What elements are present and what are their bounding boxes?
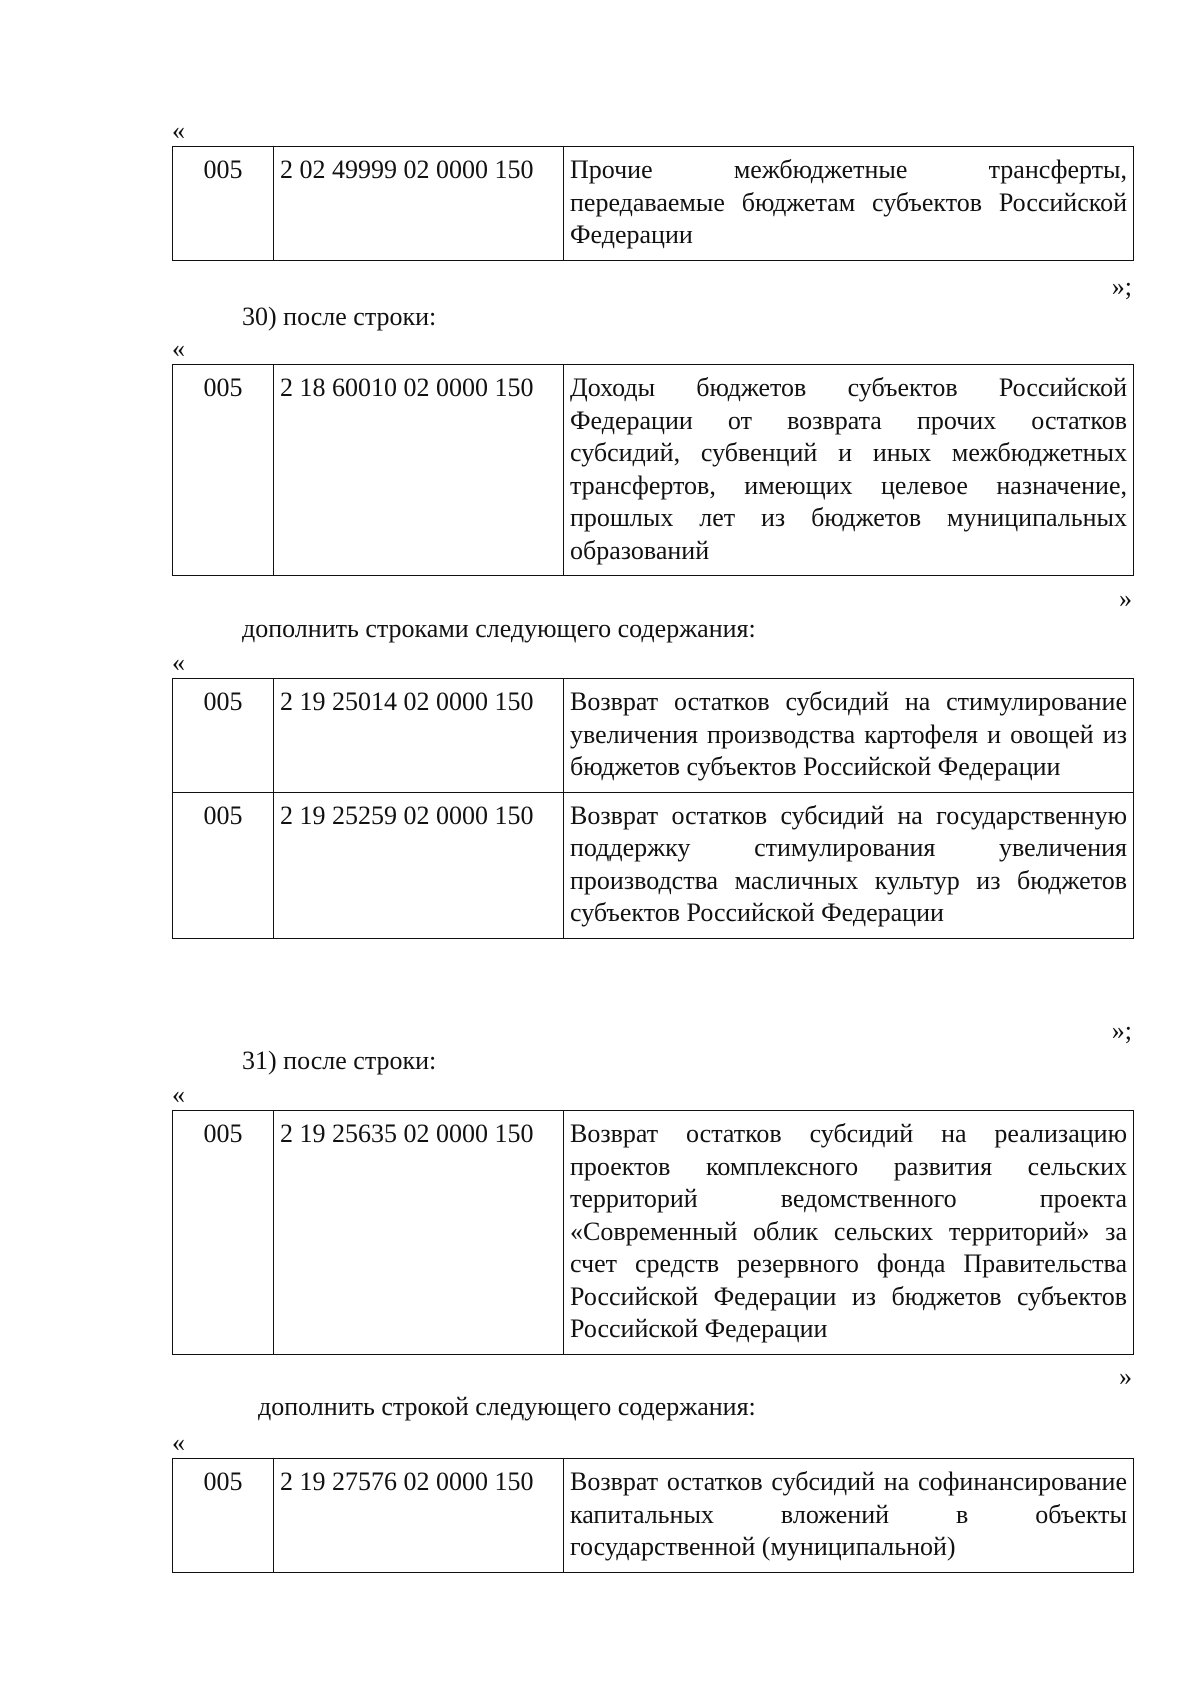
income-name-cell: Возврат остатков субсидий на государственную поддержку стимулирования увеличения производства масличных культур из бюджетов субъектов Российской Федерации [564,792,1134,938]
table-row [173,679,1134,793]
admin-code-cell: 005 [173,1459,274,1573]
budget-code-cell: 2 19 25635 02 0000 150 [274,1111,564,1355]
opening-quote: « [172,1080,185,1109]
income-name-cell: Доходы бюджетов субъектов Российской Федерации от возврата прочих остатков субсидий, субвенций и иных межбюджетных трансфертов, имеющих целевое назначение, прошлых лет из бюджетов муниципальных образований [564,365,1134,576]
add-row-text: дополнить строкой следующего содержания: [258,1392,756,1421]
admin-code-cell: 005 [173,679,274,793]
item-31-text: 31) после строки: [242,1046,437,1075]
table-row [173,147,1134,261]
opening-quote: « [172,1428,185,1457]
table-row [173,365,1134,576]
codes-table-2 [172,364,1134,576]
opening-quote: « [172,648,185,677]
table-row [173,1111,1134,1355]
income-name-cell: Прочие межбюджетные трансферты, передаваемые бюджетам субъектов Российской Федерации [564,147,1134,261]
income-name-cell: Возврат остатков субсидий на реализацию проектов комплексного развития сельских территорий ведомственного проекта «Современный облик сельских территорий» за счет средств резервного фонда Правительства Российской Федерации из бюджетов субъектов Российской Федерации [564,1111,1134,1355]
closing-quote: » [1119,584,1132,613]
income-name-cell: Возврат остатков субсидий на софинансирование капитальных вложений в объекты государственной (муниципальной) [564,1459,1134,1573]
add-rows-text: дополнить строками следующего содержания: [242,614,756,643]
codes-table-1 [172,146,1134,261]
admin-code-cell: 005 [173,792,274,938]
admin-code-cell: 005 [173,1111,274,1355]
income-name-cell: Возврат остатков субсидий на стимулирование увеличения производства картофеля и овощей из бюджетов субъектов Российской Федерации [564,679,1134,793]
admin-code-cell: 005 [173,365,274,576]
codes-table-3 [172,678,1134,939]
closing-quote: »; [1111,1016,1132,1045]
opening-quote: « [172,116,185,145]
opening-quote: « [172,334,185,363]
table-row [173,792,1134,938]
closing-quote: » [1119,1362,1132,1391]
budget-code-cell: 2 18 60010 02 0000 150 [274,365,564,576]
budget-code-cell: 2 19 25014 02 0000 150 [274,679,564,793]
codes-table-4 [172,1110,1134,1355]
closing-quote: »; [1111,272,1132,301]
codes-table-5 [172,1458,1134,1573]
budget-code-cell: 2 02 49999 02 0000 150 [274,147,564,261]
budget-code-cell: 2 19 25259 02 0000 150 [274,792,564,938]
table-row [173,1459,1134,1573]
item-30-text: 30) после строки: [242,302,437,331]
budget-code-cell: 2 19 27576 02 0000 150 [274,1459,564,1573]
admin-code-cell: 005 [173,147,274,261]
